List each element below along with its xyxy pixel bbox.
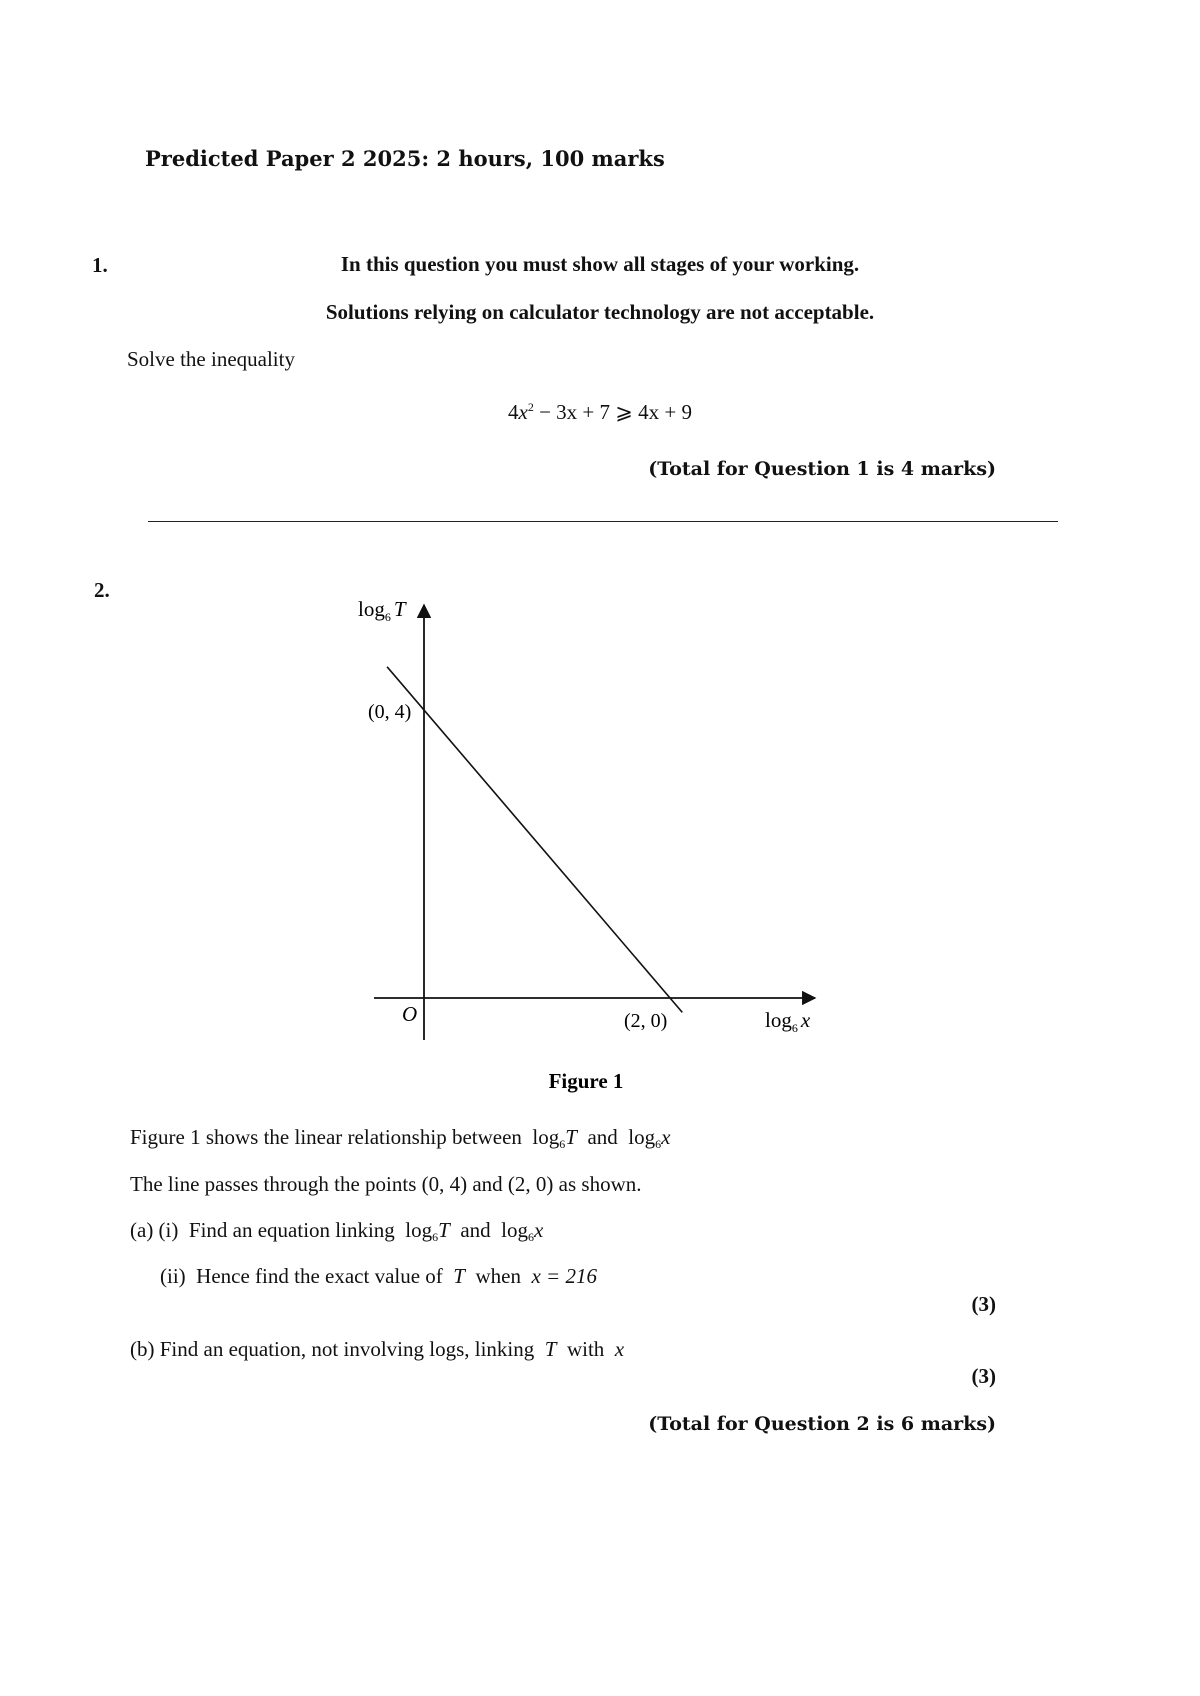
point-0-4-label: (0, 4) [368, 701, 412, 723]
q2-total: (Total for Question 2 is 6 marks) [648, 1413, 996, 1435]
figure-caption: Figure 1 [548, 1069, 624, 1093]
q2-part-a-marks: (3) [971, 1292, 996, 1316]
paper-title: Predicted Paper 2 2025: 2 hours, 100 marks [145, 146, 665, 171]
q1-total: (Total for Question 1 is 4 marks) [648, 458, 996, 480]
q1-prompt: Solve the inequality [127, 347, 295, 371]
q1-instruction-working: In this question you must show all stages of your working. [340, 252, 860, 276]
y-axis-label: $\log_6 T$ [358, 597, 406, 624]
q2-text-points: The line passes through the points (0, 4) and (2, 0) as shown. [130, 1172, 642, 1196]
x-axis-label: $\log_6 x$ [765, 1008, 811, 1035]
question-1-number: 1. [92, 253, 108, 277]
q2-part-b: (b) Find an equation, not involving logs, linking T with x [130, 1337, 625, 1361]
q2-part-a-ii: (ii) Hence find the exact value of T when x = 216 [160, 1264, 597, 1288]
q2-part-a-i: (a) (i) Find an equation linking $\log_6T$ and $\log_6x$ [130, 1218, 544, 1244]
q2-part-b-marks: (3) [971, 1364, 996, 1388]
question-2-number: 2. [94, 578, 110, 602]
origin-label: O [402, 1002, 418, 1026]
q2-text-relationship: Figure 1 shows the linear relationship between $\log_6T$ and $\log_6x$ [130, 1125, 671, 1151]
linear-graph-line [387, 667, 682, 1013]
q1-inequality: $4x^2 - 3x + 7$ ⩾ 4x + 9 [508, 400, 692, 424]
point-2-0-label: (2, 0) [624, 1010, 668, 1032]
q1-instruction-calculator: Solutions relying on calculator technology are not acceptable. [325, 300, 875, 324]
